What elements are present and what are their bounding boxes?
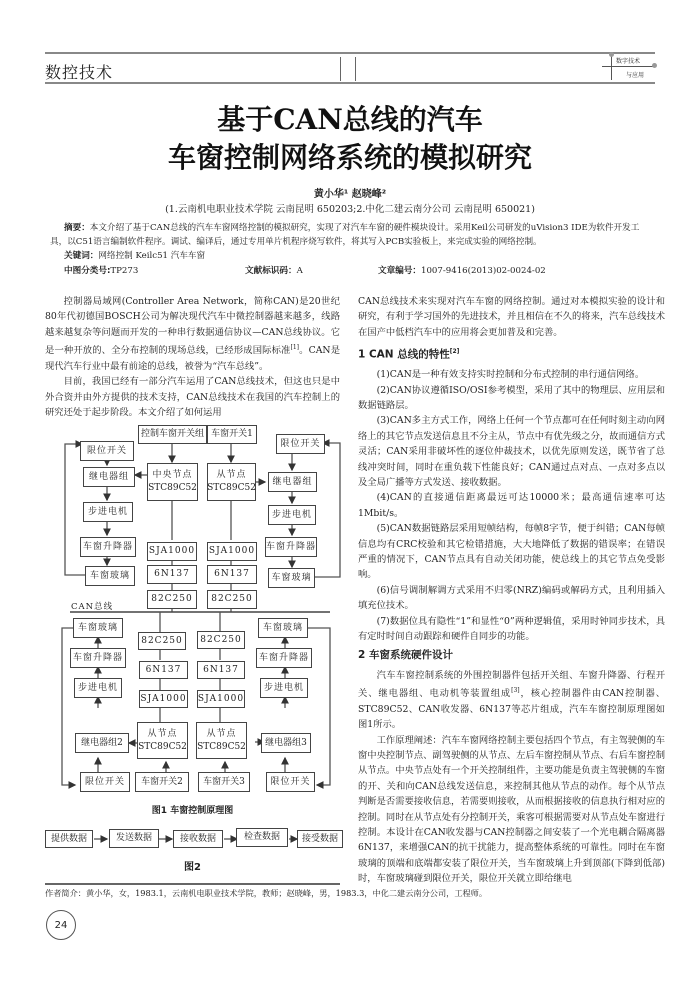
- limit-switch-box: 限位开关: [80, 772, 130, 792]
- flow-step-check-data: 检查数据: [236, 828, 288, 847]
- relay-group-box: 继电器组: [268, 472, 317, 492]
- sja1000-box: SJA1000: [147, 542, 197, 561]
- slave-node-box: 从节点 STC89C52: [137, 722, 188, 759]
- window-glass-box: 车窗玻璃: [85, 566, 135, 586]
- page-number-badge: [46, 910, 76, 940]
- feature-item: (2)CAN协议遵循ISO/OSI参考模型，采用了其中的物理层、应用层和数据链路层。: [358, 384, 665, 411]
- window-glass-box: 车窗玻璃: [268, 568, 315, 588]
- slave-node-box: 从节点 STC89C52: [196, 722, 247, 759]
- sja1000-box: SJA1000: [197, 690, 245, 708]
- 82c250-box: 82C250: [147, 590, 197, 609]
- working-principle-paragraph: 工作原理阐述：汽车车窗网络控制主要包括四个节点，有主驾驶侧的车窗中央控制节点、副驾驶侧的从节点、左后车窗控制从节点、右后车窗控制从节点。中央节点处有一个开关控制组件，主要功能是负责主驾驶侧的车窗的开、关和向CAN总线发送信息，来控制其他从节点的动作。每个从节点判断是否需要接收信息，若需要则接收，从而根据接收的信息执行相对应的控制。同时在从节点处有分控制开关，乘客可根据需要对从节点处车窗进行控制。本设计在CAN收发器与CAN控制器之间安装了一个光电耦合隔离器6N137，来增强CAN的抗干扰能力，提高整体系统的可靠性。同时在车窗玻璃的顶端和底端都安装了限位开关，当车窗玻璃上升到顶部(下降到低部)时，车窗玻璃碰到限位开关，限位开关就立即给继电: [358, 734, 665, 885]
- limit-switch-box: 限位开关: [276, 434, 325, 454]
- abstract-label: 摘要：: [64, 223, 90, 233]
- clc-number: 中图分类号:TP273: [64, 266, 139, 276]
- window-lifter-box: 车窗升降器: [256, 648, 312, 668]
- feature-item: (3)CAN多主方式工作，网络上任何一个节点都可在任何时刻主动向网络上的其它节点发送信息且不分主从，节点中有优先级之分，故而通信方式灵活；CAN采用非破坏性的逐位仲裁技术，以优先原则发送，既节省了总线冲突时间，同时在重负载下性能良好；CAN通过点对点、一点对多点以及全局广播等方式发送、接收数据。: [358, 415, 665, 488]
- left-column-text: [45, 294, 340, 420]
- author-bio-footnote: 作者简介：黄小华，女，1983.1，云南机电职业技术学院，教师；赵晓峰，男，1983.3，中化二建云南分公司，工程师。: [45, 888, 488, 898]
- stepper-motor-box: 步进电机: [74, 678, 122, 698]
- document-code: 文献标识码：A: [245, 266, 303, 276]
- right-column-text: [358, 294, 665, 887]
- hardware-paragraph: 汽车车窗控制系统的外围控制器件包括开关组、车窗升降器、行程开关、继电器组、电动机等装置组成[3]，核心控制器件由CAN控制器、STC89C52、CAN收发器、6N137等芯片组成，汽车车窗控制原理图如图1所示。: [358, 669, 665, 731]
- footnote-rule: [45, 883, 340, 885]
- feature-item: (4)CAN的直接通信距离最远可达10000米；最高通信速率可达1Mbit/s。: [358, 492, 665, 519]
- header-bottom-rule: [45, 82, 655, 84]
- article-number: 文章编号：1007-9416(2013)02-0024-02: [378, 266, 546, 276]
- 82c250-box: 82C250: [197, 631, 245, 649]
- abstract: [50, 221, 650, 249]
- stepper-motor-box: 步进电机: [83, 502, 133, 522]
- window-glass-box: 车窗玻璃: [73, 618, 123, 638]
- window-lifter-box: 车窗升降器: [80, 537, 136, 557]
- relay-group-box: 继电器组: [83, 467, 135, 487]
- limit-switch-box: 限位开关: [266, 772, 315, 792]
- relay-group-2-box: 继电器组2: [75, 733, 129, 753]
- abstract-text: 本文介绍了基于CAN总线的汽车车窗网络控制的模拟研究，实现了对汽车车窗的硬件模块设计。采用Keil公司研发的uVision3 IDE为软件开发工具，以C51语言编制软件程序。调试、编译后，通过专用单片机程序烧写软件，将其写入PCB实验板上，来完成实验的网络控制。: [50, 223, 640, 247]
- 82c250-box: 82C250: [207, 590, 257, 609]
- stepper-motor-box: 步进电机: [260, 678, 308, 698]
- flow-step-provide-data: 提供数据: [45, 830, 93, 848]
- relay-group-3-box: 继电器组3: [261, 733, 311, 753]
- window-switch-1-box: 车窗开关1: [207, 425, 257, 444]
- feature-item: (7)数据位具有隐性“1”和显性“0”两种逻辑值，采用时钟同步技术，具有定时时间自动跟踪和硬件自同步的功能。: [358, 615, 665, 643]
- figure-2-caption: 图2: [184, 862, 201, 873]
- paper-title-line2: 车窗控制网络系统的模拟研究: [167, 141, 532, 174]
- stepper-motor-box: 步进电机: [268, 505, 316, 525]
- journal-logo: [600, 52, 658, 82]
- limit-switch-box: 限位开关: [80, 441, 134, 461]
- right-paragraph-continued: CAN总线技术来实现对汽车车窗的网络控制。通过对本模拟实验的设计和研究，有利于学习国外的先进技术，并且相信在不久的将来，汽车总线技术在国产中低档汽车中的应用将会更加普及和完善。: [358, 296, 665, 338]
- 6n137-box: 6N137: [147, 565, 197, 584]
- flow-step-send-data: 发送数据: [109, 829, 159, 848]
- 6n137-box: 6N137: [197, 661, 245, 679]
- 6n137-box: 6N137: [139, 661, 188, 679]
- window-switch-2-box: 车窗开关2: [135, 772, 189, 792]
- feature-item: (5)CAN数据链路层采用短帧结构，每帧8字节，便于纠错；CAN每帧信息均有CRC校验和其它检错措施，大大地降低了数据的错误率；在错误严重的情况下，CAN节点具有自动关闭功能，使总线上的其它节点免受影响。: [358, 523, 665, 581]
- section-name: 数控技术: [45, 63, 114, 82]
- header-separator: [340, 57, 341, 81]
- sja1000-box: SJA1000: [207, 542, 257, 561]
- central-node-box: 中央节点 STC89C52: [147, 463, 198, 501]
- logo-line1: 数字技术: [616, 58, 641, 65]
- feature-item: (6)信号调制解调方式采用不归零(NRZ)编码或解码方式，且利用插入填充位技术。: [358, 584, 665, 612]
- keywords-text: 网络控制 Keilc51 汽车车窗: [98, 251, 206, 261]
- 6n137-box: 6N137: [207, 565, 257, 584]
- intro-paragraph-1: 控制器局域网(Controller Area Network，简称CAN)是20世纪80年代初德国BOSCH公司为解决现代汽车中微控制器越来越多，线路越来越复杂等问题而开发的一种串行数据通信协议—CAN总线协议。它是一种开放的、全分布控制的现场总线，已经形成国际标准[1]。CAN是现代汽车行业中最有前途的总线，被誉为“汽车总线”。: [45, 296, 340, 372]
- affiliation: (1.云南机电职业技术学院 云南昆明 650203;2.中化二建云南分公司 云南昆明 650021): [165, 204, 535, 215]
- section-1-heading: 1 CAN 总线的特性[2]: [358, 348, 460, 361]
- window-switch-3-box: 车窗开关3: [198, 772, 250, 792]
- control-switch-group-box: 控制车窗开关组: [138, 425, 207, 444]
- feature-item: (1)CAN是一种有效支持实时控制和分布式控制的串行通信网络。: [376, 369, 645, 381]
- sja1000-box: SJA1000: [139, 690, 188, 708]
- intro-paragraph-2: 目前，我国已经有一部分汽车运用了CAN总线技术，但这也只是中外合资并由外方提供的技术支持，CAN总线技术在我国的汽车控制上的研究还处于起步阶段。本文介绍了如何运用: [45, 376, 340, 418]
- flow-step-accept-data: 接受数据: [297, 830, 343, 848]
- header-top-rule: [45, 52, 655, 54]
- authors: 黄小华¹ 赵晓峰²: [313, 189, 387, 200]
- paper-title-line1: 基于CAN总线的汽车: [217, 103, 483, 136]
- logo-line2: 与应用: [626, 72, 645, 79]
- 82c250-box: 82C250: [138, 632, 186, 650]
- header-separator: [355, 57, 356, 81]
- window-glass-box: 车窗玻璃: [258, 618, 308, 638]
- window-lifter-box: 车窗升降器: [265, 537, 317, 557]
- slave-node-box: 从节点 STC89C52: [207, 463, 256, 501]
- keywords-label: 关键词：: [64, 251, 99, 261]
- keywords: [64, 249, 205, 263]
- section-2-heading: 2 车窗系统硬件设计: [358, 649, 453, 662]
- figure-1-caption: 图1 车窗控制原理图: [151, 806, 234, 816]
- can-bus-label: CAN总线: [71, 602, 114, 612]
- page-number: 24: [54, 920, 68, 931]
- flow-step-receive-data: 接收数据: [173, 830, 223, 848]
- window-lifter-box: 车窗升降器: [70, 648, 126, 668]
